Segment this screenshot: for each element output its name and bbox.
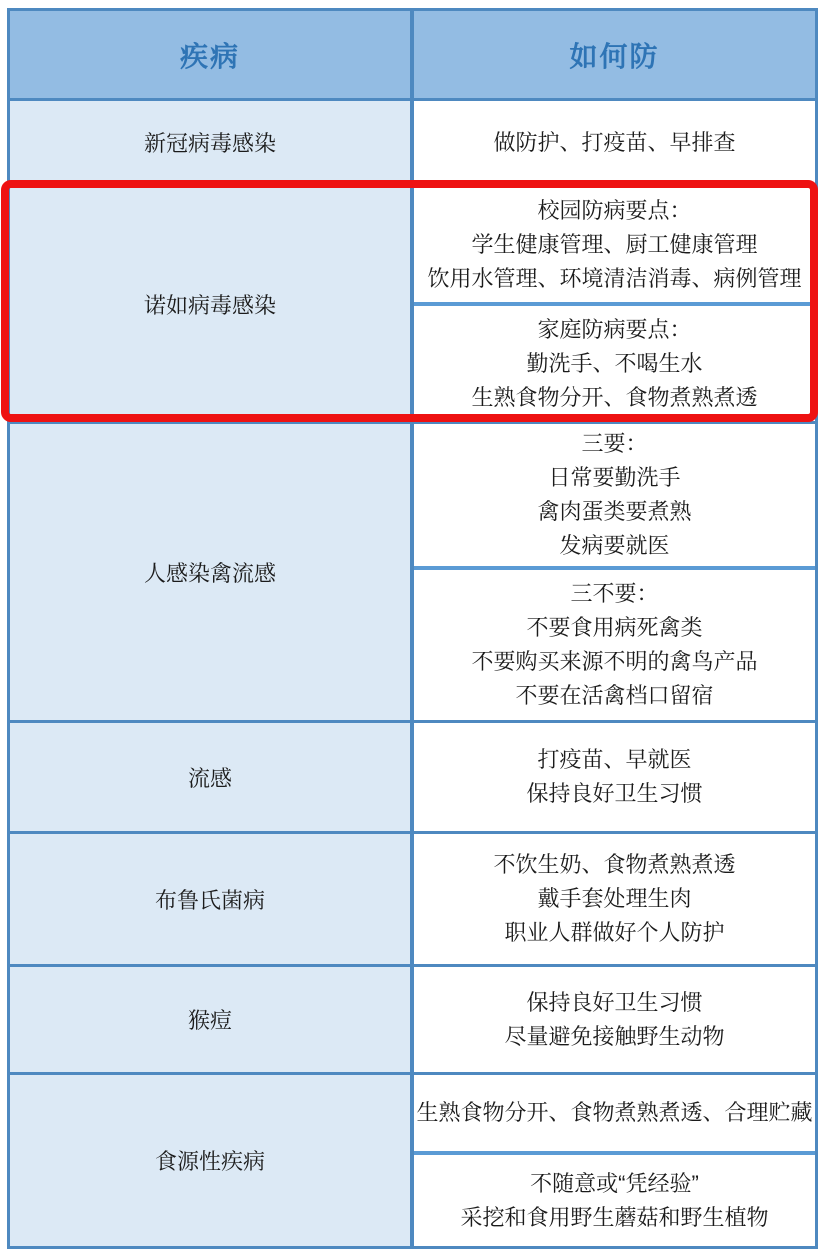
prevention-line: 戴手套处理生肉 — [537, 886, 692, 911]
prevention-line: 保持良好卫生习惯 — [526, 989, 703, 1015]
prevention-line: 生熟食物分开、食物煮熟煮透、合理贮藏 — [416, 1100, 813, 1125]
header-cell-prevention: 如何防 — [414, 11, 815, 98]
table-row — [10, 1072, 815, 1246]
disease-cell: 新冠病毒感染 — [10, 101, 414, 184]
prevention-line: 生熟食物分开、食物煮熟煮透 — [471, 384, 758, 410]
prevention-line: 发病要就医 — [559, 533, 670, 558]
prevention-cell — [414, 101, 815, 184]
prevention-cell — [414, 566, 815, 720]
prevention-line: 禽肉蛋类要煮熟 — [537, 499, 692, 524]
disease-cell: 猴痘 — [10, 967, 414, 1072]
table-row — [10, 964, 815, 1072]
prevention-cell-stack — [414, 187, 815, 421]
prevention-line: 饮用水管理、环境清洁消毒、病例管理 — [427, 265, 802, 291]
table-row — [10, 831, 815, 964]
prevention-cell — [414, 187, 815, 302]
prevention-line: 做防护、打疫苗、早排查 — [493, 129, 736, 155]
prevention-cell — [414, 834, 815, 964]
prevention-line: 日常要勤洗手 — [548, 465, 681, 490]
prevention-cell-stack — [414, 1075, 815, 1246]
prevention-line: 不要在活禽档口留宿 — [515, 683, 714, 708]
prevention-line: 打疫苗、早就医 — [537, 747, 692, 772]
prevention-cell-stack — [414, 424, 815, 720]
prevention-line: 学生健康管理、厨工健康管理 — [471, 231, 758, 257]
table-row — [10, 720, 815, 831]
prevention-line: 不要购买来源不明的禽鸟产品 — [471, 649, 758, 674]
disease-cell: 诺如病毒感染 — [10, 187, 414, 421]
disease-prevention-table — [7, 8, 818, 1249]
prevention-cell — [414, 302, 815, 421]
prevention-line: 家庭防病要点： — [537, 316, 692, 342]
disease-cell: 布鲁氏菌病 — [10, 834, 414, 964]
prevention-line: 不要食用病死禽类 — [526, 615, 703, 640]
table-body — [10, 98, 815, 1246]
prevention-line: 三要： — [581, 431, 648, 456]
prevention-cell — [414, 967, 815, 1072]
prevention-cell-stack — [414, 101, 815, 184]
prevention-line: 采挖和食用野生蘑菇和野生植物 — [460, 1204, 769, 1230]
table-header-row — [10, 11, 815, 98]
disease-cell: 食源性疾病 — [10, 1075, 414, 1246]
prevention-line: 勤洗手、不喝生水 — [526, 350, 703, 376]
prevention-line: 三不要： — [570, 581, 659, 606]
table-row — [10, 184, 815, 421]
prevention-cell — [414, 1151, 815, 1246]
disease-cell: 人感染禽流感 — [10, 424, 414, 720]
prevention-line: 保持良好卫生习惯 — [526, 781, 703, 806]
prevention-cell — [414, 424, 815, 566]
prevention-line: 职业人群做好个人防护 — [504, 920, 725, 945]
prevention-cell-stack — [414, 723, 815, 831]
prevention-cell-stack — [414, 967, 815, 1072]
prevention-line: 校园防病要点： — [537, 197, 692, 223]
prevention-cell-stack — [414, 834, 815, 964]
prevention-cell — [414, 1075, 815, 1151]
table-row — [10, 421, 815, 720]
table-row — [10, 98, 815, 184]
prevention-line: 不饮生奶、食物煮熟煮透 — [493, 852, 736, 877]
prevention-line: 尽量避免接触野生动物 — [504, 1023, 725, 1049]
disease-cell: 流感 — [10, 723, 414, 831]
header-cell-disease: 疾病 — [10, 11, 414, 98]
prevention-cell — [414, 723, 815, 831]
prevention-line: 不随意或“凭经验” — [530, 1170, 699, 1196]
